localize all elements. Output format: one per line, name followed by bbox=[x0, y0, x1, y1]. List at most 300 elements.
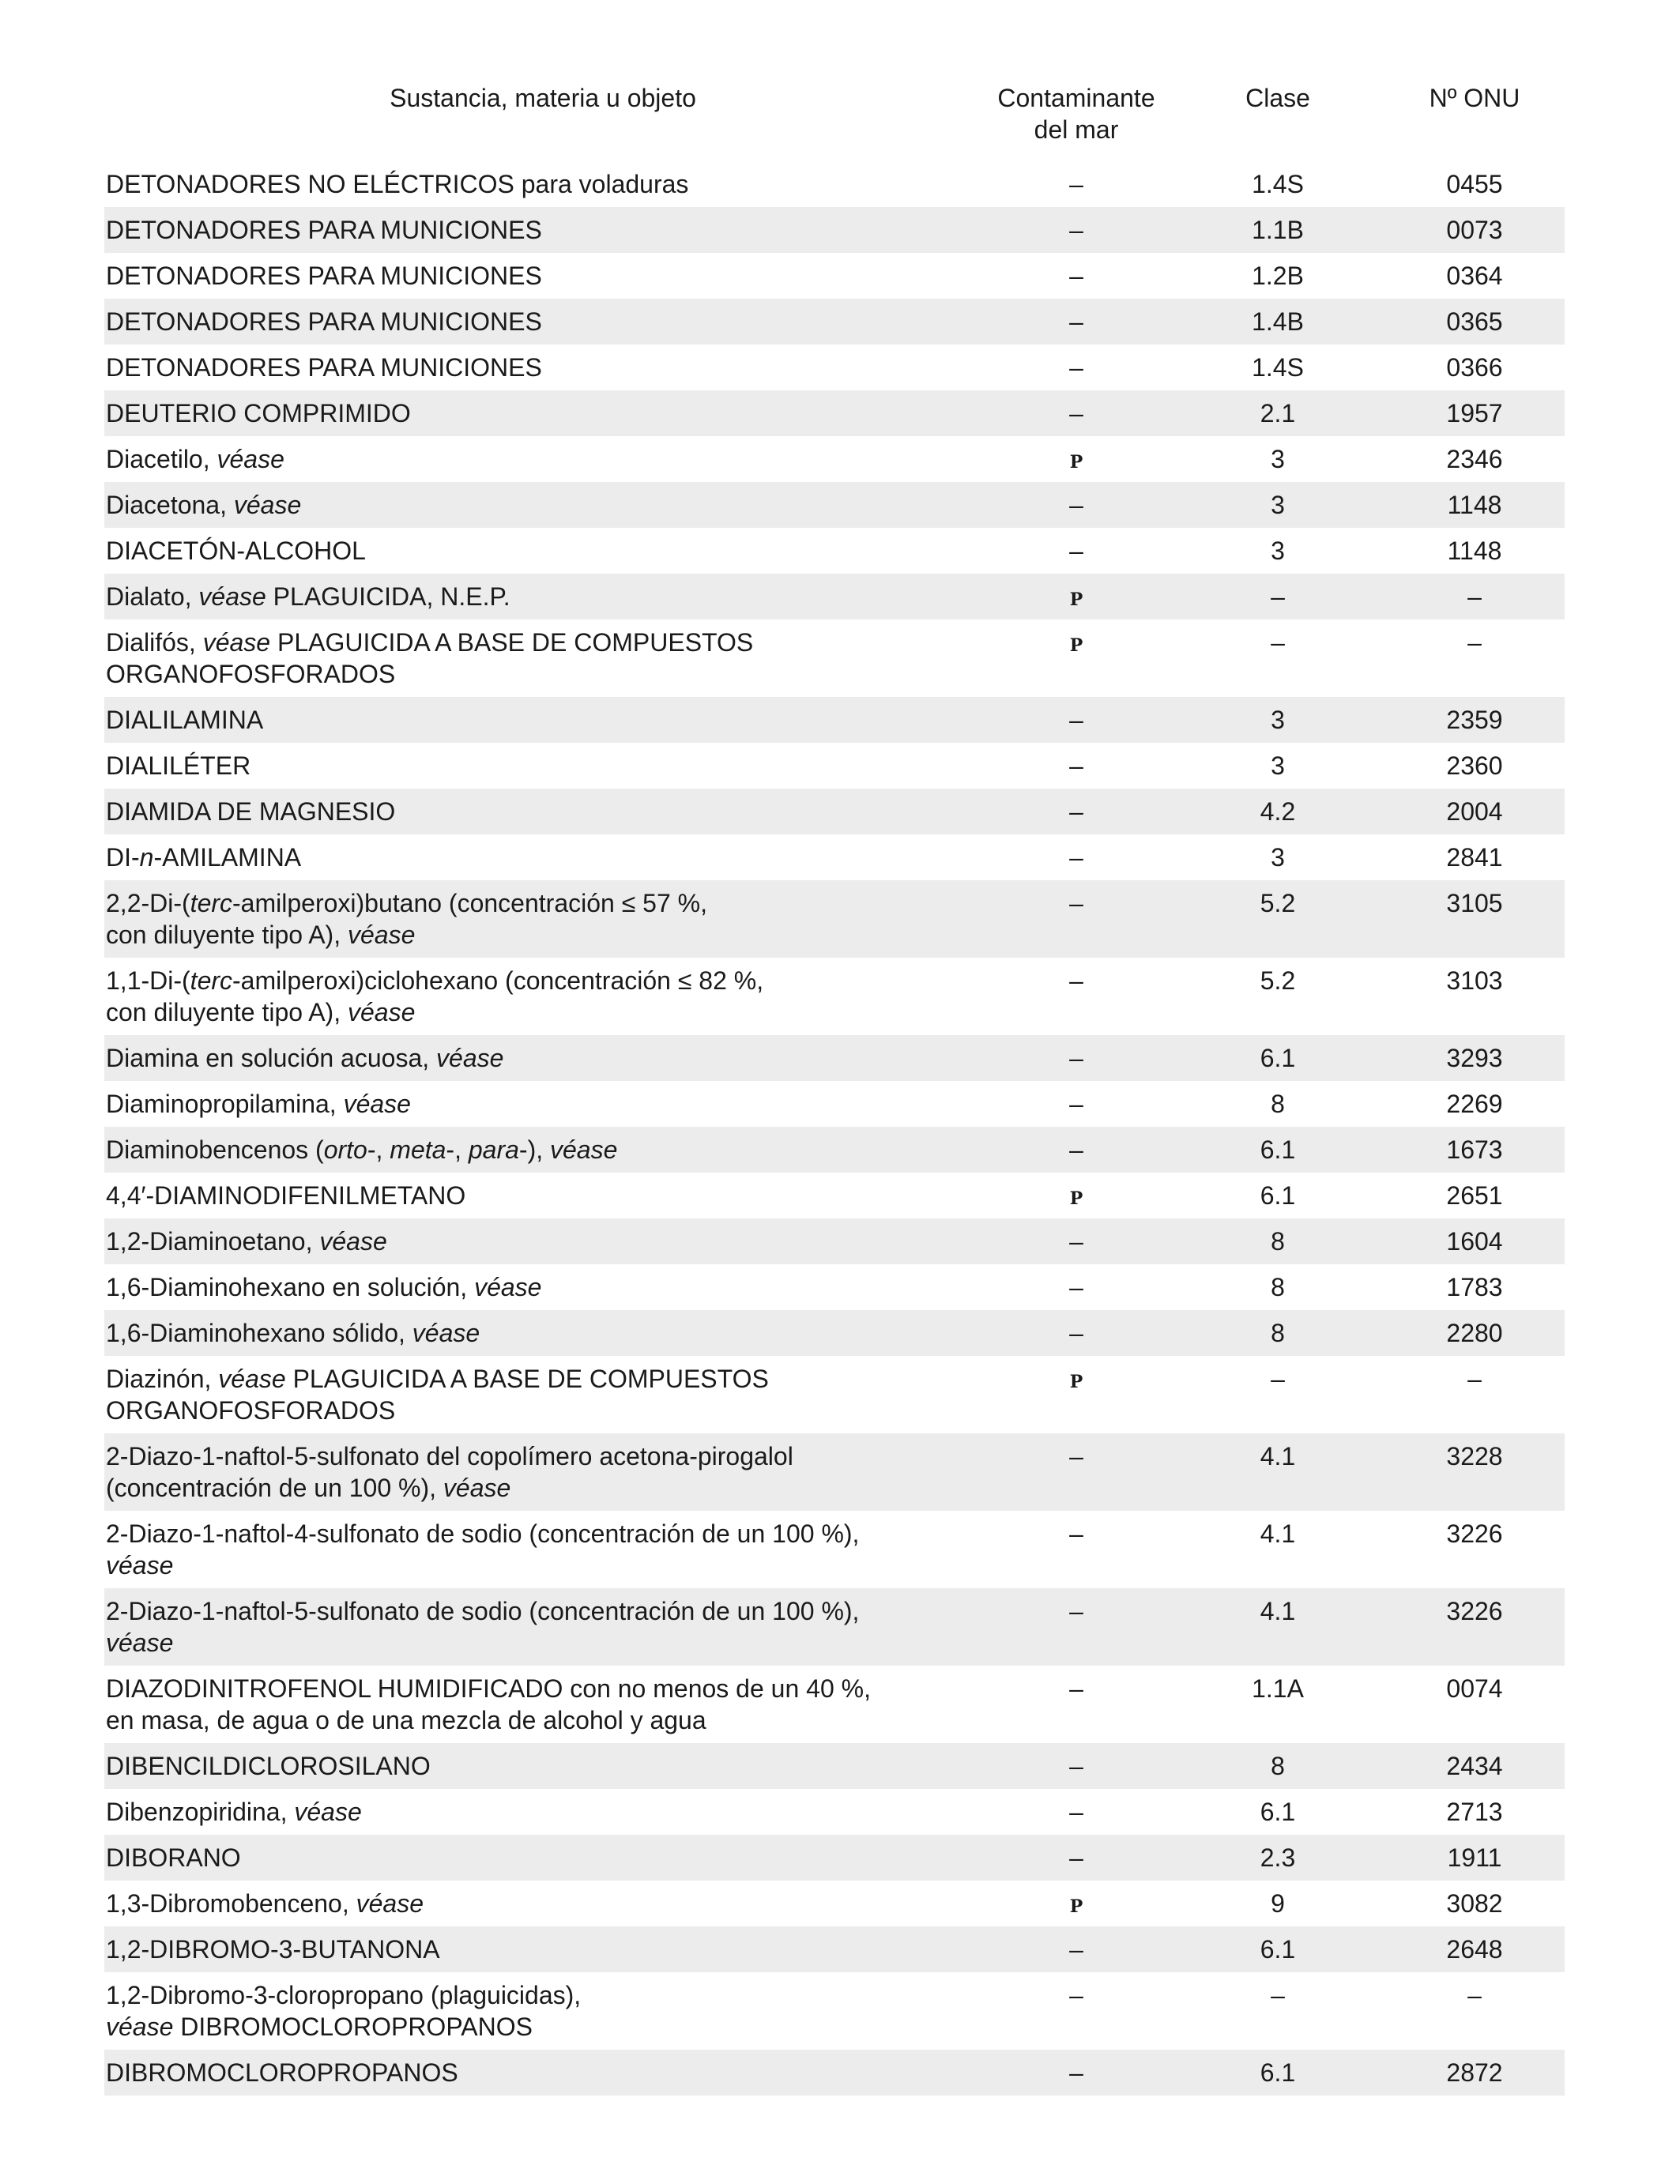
header-class: Clase bbox=[1245, 84, 1310, 112]
substance-text: 1,6-Diaminohexano en solución, bbox=[106, 1273, 475, 1301]
marine-pollutant-value: – bbox=[1069, 1843, 1083, 1872]
table-row bbox=[104, 1218, 1565, 1264]
cell-un-number: 0455 bbox=[1446, 170, 1503, 198]
cell-un-number: 2346 bbox=[1446, 445, 1503, 473]
substance-italic-text: véase bbox=[202, 628, 271, 657]
substance-italic-text: véase bbox=[347, 998, 416, 1026]
cell-un-number: 3226 bbox=[1446, 1519, 1503, 1548]
substance-text: DEUTERIO COMPRIMIDO bbox=[106, 399, 411, 427]
cell-substance bbox=[104, 1881, 981, 1926]
cell-class: 5.2 bbox=[1260, 966, 1296, 995]
table-row bbox=[104, 253, 1565, 299]
substance-text: 4,4′-DIAMINODIFENILMETANO bbox=[106, 1181, 466, 1210]
substance-italic-text: véase bbox=[106, 1629, 174, 1657]
cell-class: 6.1 bbox=[1171, 1127, 1384, 1173]
cell-marine-pollutant bbox=[981, 1218, 1171, 1264]
cell-un-number: – bbox=[1467, 1365, 1482, 1393]
substance-text: 2-Diazo-1-naftol-5-sulfonato del copolímero acetona-pirogalol bbox=[106, 1442, 793, 1470]
table-row bbox=[104, 743, 1565, 789]
cell-marine-pollutant bbox=[981, 574, 1171, 619]
substance-text: DI- bbox=[106, 843, 140, 872]
cell-substance bbox=[104, 1264, 981, 1310]
substance-text: DIALILÉTER bbox=[106, 751, 251, 780]
table-row bbox=[104, 1081, 1565, 1127]
cell-marine-pollutant bbox=[981, 1264, 1171, 1310]
substance-text: 2-Diazo-1-naftol-5-sulfonato de sodio (concentración de un 100 %), bbox=[106, 1597, 860, 1625]
cell-class: 3 bbox=[1171, 697, 1384, 743]
cell-marine-pollutant bbox=[981, 1127, 1171, 1173]
cell-marine-pollutant bbox=[981, 1926, 1171, 1972]
marine-pollutant-value: – bbox=[1069, 966, 1083, 995]
marine-pollutant-value: – bbox=[1069, 353, 1083, 382]
cell-substance bbox=[104, 1035, 981, 1081]
cell-un-number: 2651 bbox=[1446, 1181, 1503, 1210]
cell-substance bbox=[104, 743, 981, 789]
marine-pollutant-value: – bbox=[1069, 1135, 1083, 1164]
table-row bbox=[104, 207, 1565, 253]
table-row bbox=[104, 1035, 1565, 1081]
cell-marine-pollutant bbox=[981, 1881, 1171, 1926]
table-row bbox=[104, 390, 1565, 436]
cell-un-number: 1783 bbox=[1446, 1273, 1503, 1301]
cell-class: 8 bbox=[1271, 1090, 1285, 1118]
table-body bbox=[104, 161, 1565, 2096]
cell-class: 8 bbox=[1271, 1273, 1285, 1301]
cell-marine-pollutant bbox=[981, 161, 1171, 207]
substance-text: Diaminobencenos ( bbox=[106, 1135, 324, 1164]
cell-class: – bbox=[1271, 1981, 1285, 2009]
cell-marine-pollutant bbox=[981, 345, 1171, 390]
substance-text: DETONADORES PARA MUNICIONES bbox=[106, 353, 542, 382]
substance-text: 1,2-DIBROMO-3-BUTANONA bbox=[106, 1935, 440, 1964]
cell-class: 8 bbox=[1171, 1743, 1384, 1789]
cell-marine-pollutant bbox=[981, 1789, 1171, 1835]
marine-pollutant-mark: P bbox=[1069, 1188, 1083, 1209]
table-row bbox=[104, 2050, 1565, 2096]
marine-pollutant-value: – bbox=[1069, 1597, 1083, 1625]
cell-substance bbox=[104, 958, 981, 1035]
cell-marine-pollutant bbox=[981, 1511, 1171, 1588]
cell-un-number: 2713 bbox=[1446, 1798, 1503, 1826]
cell-marine-pollutant bbox=[981, 743, 1171, 789]
table-row bbox=[104, 619, 1565, 697]
marine-pollutant-value: – bbox=[1069, 1798, 1083, 1826]
cell-class: 3 bbox=[1271, 445, 1285, 473]
marine-pollutant-value: – bbox=[1069, 537, 1083, 565]
substance-text: -, bbox=[367, 1135, 390, 1164]
substance-text: Diamina en solución acuosa, bbox=[106, 1044, 437, 1072]
table-row bbox=[104, 1264, 1565, 1310]
substance-italic-text: véase bbox=[198, 582, 266, 611]
marine-pollutant-value: – bbox=[1069, 889, 1083, 917]
substance-text: DIACETÓN-ALCOHOL bbox=[106, 537, 366, 565]
substance-italic-text: véase bbox=[319, 1227, 387, 1256]
substance-text: DIBROMOCLOROPROPANOS bbox=[106, 2058, 458, 2087]
cell-un-number: 1911 bbox=[1384, 1835, 1565, 1881]
marine-pollutant-value: – bbox=[1069, 1935, 1083, 1964]
marine-pollutant-value: – bbox=[1069, 1674, 1083, 1703]
header-un-number: Nº ONU bbox=[1429, 84, 1520, 112]
cell-class: 8 bbox=[1171, 1218, 1384, 1264]
header-marine-pollutant-line1: Contaminante bbox=[997, 84, 1155, 112]
document-page bbox=[104, 79, 1565, 2096]
substance-text: -AMILAMINA bbox=[153, 843, 302, 872]
marine-pollutant-value: – bbox=[1069, 491, 1083, 519]
cell-marine-pollutant bbox=[981, 390, 1171, 436]
cell-un-number: 2434 bbox=[1384, 1743, 1565, 1789]
cell-un-number: 3226 bbox=[1384, 1588, 1565, 1666]
cell-substance bbox=[104, 161, 981, 207]
substance-italic-text: orto bbox=[323, 1135, 367, 1164]
marine-pollutant-value: – bbox=[1069, 307, 1083, 336]
cell-marine-pollutant bbox=[981, 789, 1171, 834]
cell-substance bbox=[104, 1173, 981, 1218]
cell-class: 6.1 bbox=[1260, 1181, 1296, 1210]
marine-pollutant-value: – bbox=[1069, 1981, 1083, 2009]
marine-pollutant-value: – bbox=[1069, 751, 1083, 780]
cell-class: 1.4B bbox=[1171, 299, 1384, 345]
marine-pollutant-mark: P bbox=[1069, 452, 1083, 473]
cell-marine-pollutant bbox=[981, 880, 1171, 958]
cell-marine-pollutant bbox=[981, 1433, 1171, 1511]
cell-un-number: 0364 bbox=[1446, 262, 1503, 290]
cell-substance bbox=[104, 789, 981, 834]
substance-text: 1,3-Dibromobenceno, bbox=[106, 1889, 356, 1918]
cell-un-number: 2004 bbox=[1384, 789, 1565, 834]
header-marine-pollutant-line2: del mar bbox=[1034, 115, 1119, 144]
cell-un-number: 2269 bbox=[1446, 1090, 1503, 1118]
table-row bbox=[104, 436, 1565, 482]
cell-un-number: 2359 bbox=[1384, 697, 1565, 743]
marine-pollutant-value: – bbox=[1069, 262, 1083, 290]
cell-un-number: 2648 bbox=[1384, 1926, 1565, 1972]
substance-text: 2,2-Di-( bbox=[106, 889, 190, 917]
marine-pollutant-value: – bbox=[1069, 2058, 1083, 2087]
table-row bbox=[104, 1666, 1565, 1743]
substance-italic-text: véase bbox=[294, 1798, 362, 1826]
cell-un-number: 0074 bbox=[1446, 1674, 1503, 1703]
table-row bbox=[104, 789, 1565, 834]
substance-italic-text: véase bbox=[343, 1090, 411, 1118]
cell-substance bbox=[104, 1835, 981, 1881]
table-row bbox=[104, 1310, 1565, 1356]
substance-italic-text: terc bbox=[190, 966, 233, 995]
cell-class: 6.1 bbox=[1171, 1926, 1384, 1972]
cell-class: 4.1 bbox=[1171, 1588, 1384, 1666]
cell-substance bbox=[104, 834, 981, 880]
table-row bbox=[104, 1588, 1565, 1666]
dangerous-goods-table bbox=[104, 79, 1565, 2096]
cell-substance bbox=[104, 345, 981, 390]
substance-text: Diacetilo, bbox=[106, 445, 217, 473]
marine-pollutant-value: – bbox=[1069, 1752, 1083, 1780]
substance-text: en masa, de agua o de una mezcla de alcohol y agua bbox=[106, 1706, 706, 1734]
cell-un-number: 0365 bbox=[1384, 299, 1565, 345]
cell-substance bbox=[104, 1743, 981, 1789]
cell-substance bbox=[104, 1081, 981, 1127]
table-row bbox=[104, 1743, 1565, 1789]
table-row bbox=[104, 1972, 1565, 2050]
cell-un-number: 1604 bbox=[1384, 1218, 1565, 1264]
substance-text: DIBROMOCLOROPROPANOS bbox=[173, 2013, 533, 2041]
substance-italic-text: véase bbox=[412, 1319, 480, 1347]
marine-pollutant-mark: P bbox=[1069, 635, 1083, 656]
cell-un-number: – bbox=[1467, 1981, 1482, 2009]
substance-text: DIBORANO bbox=[106, 1843, 241, 1872]
substance-text: DETONADORES PARA MUNICIONES bbox=[106, 216, 542, 244]
cell-class: 5.2 bbox=[1171, 880, 1384, 958]
marine-pollutant-value: – bbox=[1069, 843, 1083, 872]
substance-text: DIALILAMINA bbox=[106, 706, 264, 734]
cell-class: 4.2 bbox=[1171, 789, 1384, 834]
cell-substance bbox=[104, 1127, 981, 1173]
cell-marine-pollutant bbox=[981, 697, 1171, 743]
substance-italic-text: véase bbox=[233, 491, 302, 519]
cell-marine-pollutant bbox=[981, 1743, 1171, 1789]
substance-text: (concentración de un 100 %), bbox=[106, 1474, 443, 1502]
table-row bbox=[104, 1511, 1565, 1588]
table-row bbox=[104, 697, 1565, 743]
table-row bbox=[104, 1127, 1565, 1173]
marine-pollutant-value: – bbox=[1069, 1442, 1083, 1470]
marine-pollutant-value: – bbox=[1069, 797, 1083, 826]
substance-text: Dialifós, bbox=[106, 628, 203, 657]
cell-un-number: – bbox=[1467, 628, 1482, 657]
cell-substance bbox=[104, 1666, 981, 1743]
marine-pollutant-value: – bbox=[1069, 1273, 1083, 1301]
substance-italic-text: véase bbox=[106, 2013, 174, 2041]
substance-italic-text: véase bbox=[106, 1551, 174, 1580]
table-row bbox=[104, 1356, 1565, 1433]
table-row bbox=[104, 528, 1565, 574]
cell-un-number: 1957 bbox=[1384, 390, 1565, 436]
cell-substance bbox=[104, 390, 981, 436]
substance-text: Dibenzopiridina, bbox=[106, 1798, 295, 1826]
cell-marine-pollutant bbox=[981, 1310, 1171, 1356]
substance-text: 1,1-Di-( bbox=[106, 966, 190, 995]
substance-text: Diaminopropilamina, bbox=[106, 1090, 344, 1118]
cell-marine-pollutant bbox=[981, 482, 1171, 528]
substance-text: PLAGUICIDA A BASE DE COMPUESTOS bbox=[285, 1365, 769, 1393]
cell-substance bbox=[104, 436, 981, 482]
substance-italic-text: véase bbox=[474, 1273, 542, 1301]
substance-italic-text: n bbox=[139, 843, 154, 872]
cell-substance bbox=[104, 1972, 981, 2050]
cell-substance bbox=[104, 697, 981, 743]
marine-pollutant-value: – bbox=[1069, 170, 1083, 198]
cell-substance bbox=[104, 1588, 981, 1666]
cell-un-number: 1148 bbox=[1447, 537, 1502, 565]
marine-pollutant-mark: P bbox=[1069, 1896, 1083, 1917]
cell-class: 3 bbox=[1271, 751, 1285, 780]
substance-text: 1,2-Dibromo-3-cloropropano (plaguicidas), bbox=[106, 1981, 582, 2009]
cell-class: 6.1 bbox=[1171, 1035, 1384, 1081]
substance-italic-text: meta bbox=[390, 1135, 446, 1164]
substance-text: Diazinón, bbox=[106, 1365, 219, 1393]
cell-substance bbox=[104, 1926, 981, 1972]
cell-substance bbox=[104, 1310, 981, 1356]
substance-text: 2-Diazo-1-naftol-4-sulfonato de sodio (concentración de un 100 %), bbox=[106, 1519, 860, 1548]
cell-class: 8 bbox=[1171, 1310, 1384, 1356]
substance-italic-text: para bbox=[468, 1135, 519, 1164]
table-row bbox=[104, 834, 1565, 880]
cell-substance bbox=[104, 482, 981, 528]
cell-un-number: – bbox=[1384, 574, 1565, 619]
table-row bbox=[104, 1835, 1565, 1881]
substance-text: con diluyente tipo A), bbox=[106, 921, 348, 949]
table-row bbox=[104, 1881, 1565, 1926]
cell-un-number: 3228 bbox=[1384, 1433, 1565, 1511]
substance-text: -, bbox=[446, 1135, 469, 1164]
marine-pollutant-mark: P bbox=[1069, 1372, 1083, 1392]
cell-substance bbox=[104, 1433, 981, 1511]
cell-un-number: 1673 bbox=[1384, 1127, 1565, 1173]
cell-class: 9 bbox=[1271, 1889, 1285, 1918]
substance-text: -), bbox=[518, 1135, 550, 1164]
cell-marine-pollutant bbox=[981, 1588, 1171, 1666]
cell-marine-pollutant bbox=[981, 958, 1171, 1035]
substance-text: DIBENCILDICLOROSILANO bbox=[106, 1752, 431, 1780]
cell-class: 2.3 bbox=[1171, 1835, 1384, 1881]
cell-substance bbox=[104, 1511, 981, 1588]
cell-class: 3 bbox=[1171, 482, 1384, 528]
cell-substance bbox=[104, 880, 981, 958]
cell-substance bbox=[104, 528, 981, 574]
marine-pollutant-value: – bbox=[1069, 399, 1083, 427]
cell-marine-pollutant bbox=[981, 528, 1171, 574]
substance-italic-text: véase bbox=[356, 1889, 424, 1918]
cell-marine-pollutant bbox=[981, 253, 1171, 299]
table-row bbox=[104, 482, 1565, 528]
substance-text: -amilperoxi)butano (concentración ≤ 57 %, bbox=[232, 889, 707, 917]
marine-pollutant-value: – bbox=[1069, 706, 1083, 734]
substance-text: PLAGUICIDA A BASE DE COMPUESTOS bbox=[270, 628, 754, 657]
cell-marine-pollutant bbox=[981, 2050, 1171, 2096]
cell-un-number: 3293 bbox=[1384, 1035, 1565, 1081]
cell-substance bbox=[104, 1218, 981, 1264]
cell-un-number: 1148 bbox=[1384, 482, 1565, 528]
cell-substance bbox=[104, 1356, 981, 1433]
cell-class: – bbox=[1171, 574, 1384, 619]
cell-marine-pollutant bbox=[981, 207, 1171, 253]
cell-marine-pollutant bbox=[981, 834, 1171, 880]
cell-marine-pollutant bbox=[981, 1081, 1171, 1127]
substance-text: DETONADORES NO ELÉCTRICOS para voladuras bbox=[106, 170, 689, 198]
cell-un-number: 2360 bbox=[1446, 751, 1503, 780]
cell-substance bbox=[104, 253, 981, 299]
cell-class: 1.2B bbox=[1252, 262, 1304, 290]
marine-pollutant-value: – bbox=[1069, 1227, 1083, 1256]
cell-un-number: 3082 bbox=[1446, 1889, 1503, 1918]
substance-text: ORGANOFOSFORADOS bbox=[106, 660, 396, 688]
table-row bbox=[104, 1926, 1565, 1972]
cell-class: 1.1B bbox=[1171, 207, 1384, 253]
cell-marine-pollutant bbox=[981, 1173, 1171, 1218]
cell-marine-pollutant bbox=[981, 436, 1171, 482]
header-marine-pollutant bbox=[981, 79, 1171, 161]
cell-substance bbox=[104, 207, 981, 253]
marine-pollutant-value: – bbox=[1069, 216, 1083, 244]
substance-italic-text: véase bbox=[217, 445, 284, 473]
cell-marine-pollutant bbox=[981, 1356, 1171, 1433]
cell-marine-pollutant bbox=[981, 619, 1171, 697]
cell-class: 2.1 bbox=[1171, 390, 1384, 436]
cell-substance bbox=[104, 1789, 981, 1835]
header-substance: Sustancia, materia u objeto bbox=[390, 84, 696, 112]
cell-substance bbox=[104, 2050, 981, 2096]
cell-marine-pollutant bbox=[981, 1035, 1171, 1081]
substance-text: con diluyente tipo A), bbox=[106, 998, 348, 1026]
cell-class: 4.1 bbox=[1260, 1519, 1296, 1548]
cell-un-number: 3105 bbox=[1384, 880, 1565, 958]
substance-italic-text: véase bbox=[347, 921, 416, 949]
cell-marine-pollutant bbox=[981, 1972, 1171, 2050]
marine-pollutant-value: – bbox=[1069, 1519, 1083, 1548]
table-row bbox=[104, 574, 1565, 619]
substance-italic-text: véase bbox=[550, 1135, 618, 1164]
substance-italic-text: véase bbox=[436, 1044, 504, 1072]
cell-substance bbox=[104, 574, 981, 619]
table-row bbox=[104, 1433, 1565, 1511]
cell-un-number: 0366 bbox=[1446, 353, 1503, 382]
table-row bbox=[104, 299, 1565, 345]
cell-class: – bbox=[1271, 1365, 1285, 1393]
cell-marine-pollutant bbox=[981, 299, 1171, 345]
substance-text: Dialato, bbox=[106, 582, 199, 611]
table-header bbox=[104, 79, 1565, 161]
cell-class: 3 bbox=[1271, 843, 1285, 872]
substance-italic-text: terc bbox=[190, 889, 233, 917]
table-row bbox=[104, 880, 1565, 958]
substance-text: PLAGUICIDA, N.E.P. bbox=[266, 582, 510, 611]
cell-un-number: 2872 bbox=[1384, 2050, 1565, 2096]
cell-marine-pollutant bbox=[981, 1666, 1171, 1743]
cell-class: – bbox=[1271, 628, 1285, 657]
substance-text: DIAZODINITROFENOL HUMIDIFICADO con no menos de un 40 %, bbox=[106, 1674, 871, 1703]
cell-un-number: 0073 bbox=[1384, 207, 1565, 253]
cell-class: 1.1A bbox=[1252, 1674, 1304, 1703]
substance-text: DIAMIDA DE MAGNESIO bbox=[106, 797, 396, 826]
cell-substance bbox=[104, 619, 981, 697]
cell-class: 6.1 bbox=[1171, 2050, 1384, 2096]
marine-pollutant-value: – bbox=[1069, 1090, 1083, 1118]
substance-italic-text: véase bbox=[218, 1365, 286, 1393]
cell-class: 4.1 bbox=[1171, 1433, 1384, 1511]
cell-class: 1.4S bbox=[1252, 170, 1304, 198]
cell-class: 1.4S bbox=[1252, 353, 1304, 382]
substance-text: ORGANOFOSFORADOS bbox=[106, 1396, 396, 1425]
substance-text: DETONADORES PARA MUNICIONES bbox=[106, 307, 542, 336]
substance-text: 1,2-Diaminoetano, bbox=[106, 1227, 320, 1256]
marine-pollutant-value: – bbox=[1069, 1044, 1083, 1072]
cell-un-number: 2841 bbox=[1446, 843, 1503, 872]
cell-un-number: 3103 bbox=[1446, 966, 1503, 995]
cell-marine-pollutant bbox=[981, 1835, 1171, 1881]
marine-pollutant-mark: P bbox=[1069, 589, 1083, 610]
table-row bbox=[104, 1789, 1565, 1835]
table-row bbox=[104, 958, 1565, 1035]
table-row bbox=[104, 1173, 1565, 1218]
marine-pollutant-value: – bbox=[1069, 1319, 1083, 1347]
substance-text: DETONADORES PARA MUNICIONES bbox=[106, 262, 542, 290]
cell-class: 3 bbox=[1271, 537, 1285, 565]
substance-text: Diacetona, bbox=[106, 491, 234, 519]
table-row bbox=[104, 161, 1565, 207]
cell-class: 6.1 bbox=[1260, 1798, 1296, 1826]
substance-italic-text: véase bbox=[443, 1474, 511, 1502]
substance-text: -amilperoxi)ciclohexano (concentración ≤ 82 %, bbox=[232, 966, 764, 995]
cell-un-number: 2280 bbox=[1384, 1310, 1565, 1356]
